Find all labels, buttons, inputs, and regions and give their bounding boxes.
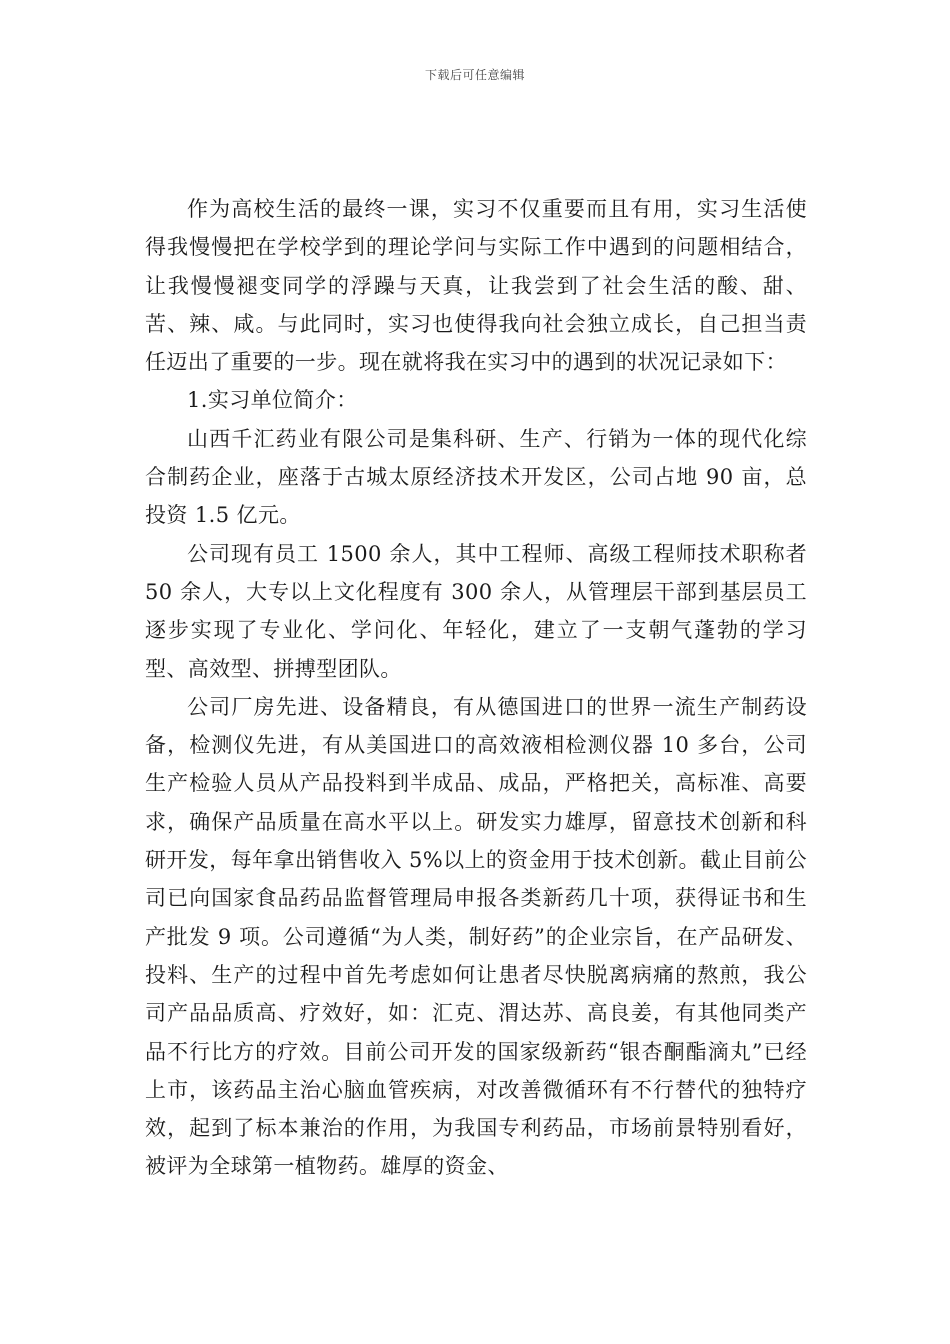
- document-body: [145, 190, 807, 1186]
- paragraph-staff: 公司现有员工 1500 余人，其中工程师、高级工程师技术职称者 50 余人，大专以上文化程度有 300 余人，从管理层干部到基层员工逐步实现了专业化、学问化、年轻化，建立了一支朝气蓬勃的学习型、高效型、拼搏型团队。: [145, 541, 807, 681]
- header-note: 下载后可任意编辑: [424, 68, 525, 82]
- paragraph-facilities: 公司厂房先进、设备精良，有从德国进口的世界一流生产制药设备，检测仪先进，有从美国进口的高效液相检测仪器 10 多台，公司生产检验人员从产品投料到半成品、成品，严格把关，高标准、高要求，确保产品质量在高水平以上。研发实力雄厚，留意技术创新和科研开发，每年拿出销售收入 5%以上的资金用于技术创新。截止目前公司已向国家食品药品监督管理局申报各类新药几十项，获得证书和生产批发 9 项。公司遵循“为人类，制好药”的企业宗旨，在产品研发、投料、生产的过程中首先考虑如何让患者尽快脱离病痛的熬煎，我公司产品品质高、疗效好，如：汇克、渭达苏、高良姜，有其他同类产品不行比方的疗效。目前公司开发的国家级新药“银杏酮酯滴丸”已经上市，该药品主治心脑血管疾病，对改善微循环有不行替代的独特疗效，起到了标本兼治的作用，为我国专利药品，市场前景特别看好，被评为全球第一植物药。雄厚的资金、: [145, 694, 807, 1179]
- paragraph-intro: 作为高校生活的最终一课，实习不仅重要而且有用，实习生活使得我慢慢把在学校学到的理论学问与实际工作中遇到的问题相结合，让我慢慢褪变同学的浮躁与天真，让我尝到了社会生活的酸、甜、苦、辣、咸。与此同时，实习也使得我向社会独立成长，自己担当责任迈出了重要的一步。现在就将我在实习中的遇到的状况记录如下：: [145, 197, 807, 375]
- section-heading-company-intro: 1.实习单位简介：: [187, 388, 358, 413]
- paragraph-company-overview: 山西千汇药业有限公司是集科研、生产、行销为一体的现代化综合制药企业，座落于古城太原经济技术开发区，公司占地 90 亩，总 投资 1.5 亿元。: [145, 426, 807, 528]
